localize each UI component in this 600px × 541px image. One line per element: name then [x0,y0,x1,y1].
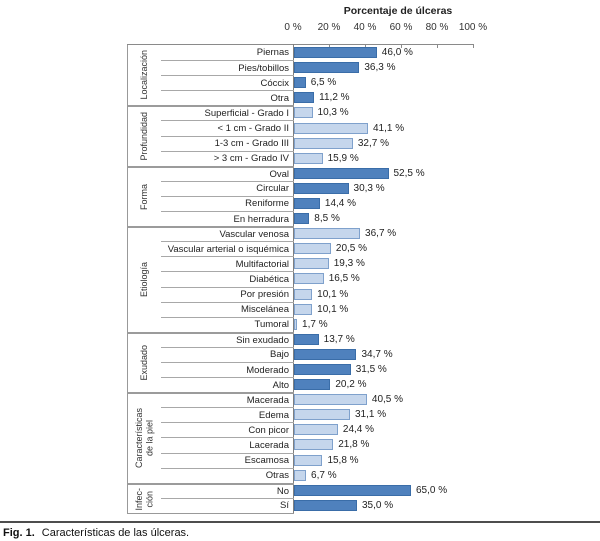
value-label: 24,4 % [342,424,375,436]
chart-row [161,392,475,407]
bar [294,409,350,420]
bar [294,258,329,269]
bar-cell [294,211,475,226]
group-rows [161,332,475,392]
bar-cell [294,453,475,468]
label-box-bottom-border [127,513,294,514]
value-label: 32,7 % [357,137,389,149]
chart-title: Porcentaje de úlceras [343,5,453,17]
bar-cell [294,241,475,256]
bar [294,228,360,239]
value-label: 1,7 % [302,318,328,330]
category-label: Tumoral [161,317,294,332]
bar-cell [294,136,475,151]
figure-number: Fig. 1. [3,527,35,539]
bar-cell [294,181,475,196]
bar [294,500,357,511]
bar-cell [294,196,475,211]
bar-cell [294,437,475,452]
caption-rule [0,521,600,523]
bar-cell [294,468,475,483]
bar-cell [294,166,475,181]
value-label: 15,8 % [327,454,359,466]
bar-cell [294,362,475,377]
chart-row [161,256,475,271]
bar [294,62,359,73]
chart-row [161,241,475,256]
chart-row [161,453,475,468]
bar [294,107,313,118]
category-label: En herradura [161,211,294,226]
group-label: Etiología [139,262,150,298]
axis-tick-label: 20 % [317,22,341,33]
axis-tick-label: 80 % [425,22,449,33]
value-label: 65,0 % [416,484,448,496]
category-label: Escamosa [161,453,294,468]
chart-group [128,166,475,226]
group-label-cell [128,483,161,513]
chart-row [161,196,475,211]
category-label: Por presión [161,287,294,302]
bar [294,92,314,103]
value-label: 52,5 % [393,167,425,179]
bar-cell [294,332,475,347]
value-label: 11,2 % [319,92,350,104]
bar [294,123,368,134]
bar-cell [294,120,475,135]
axis-tick-label: 60 % [389,22,413,33]
category-label: Circular [161,181,294,196]
bar [294,319,297,330]
bar-chart [127,45,475,513]
bar [294,455,322,466]
value-label: 10,1 % [317,288,349,300]
bar-cell [294,317,475,332]
bar [294,470,306,481]
bar-cell [294,75,475,90]
chart-row [161,468,475,483]
value-label: 31,5 % [355,364,387,376]
category-label: Bajo [161,347,294,362]
chart-row [161,377,475,392]
value-label: 20,5 % [335,243,368,255]
bar [294,289,312,300]
category-label: Diabética [161,271,294,286]
bar [294,138,353,149]
axis-tick-label: 100 % [458,22,488,33]
bar [294,273,324,284]
bar-cell [294,347,475,362]
chart-row [161,211,475,226]
bar-cell [294,256,475,271]
chart-row [161,422,475,437]
bar [294,304,312,315]
chart-row [161,362,475,377]
bar [294,379,330,390]
bar [294,198,320,209]
bar-cell [294,422,475,437]
category-label: Otra [161,90,294,105]
bar-cell [294,60,475,75]
bar-cell [294,151,475,166]
value-label: 14,4 % [324,197,357,209]
category-label: Oval [161,166,294,181]
bar [294,334,319,345]
category-label: > 3 cm - Grado IV [161,151,294,166]
bar-cell [294,90,475,105]
category-label: Sin exudado [161,332,294,347]
category-label: 1-3 cm - Grado III [161,136,294,151]
bar-cell [294,287,475,302]
bar-cell [294,302,475,317]
value-label: 30,3 % [353,182,385,194]
category-label: Edema [161,407,294,422]
bar-cell [294,483,475,498]
group-rows [161,483,475,513]
category-label: Miscelánea [161,302,294,317]
category-label: No [161,483,294,498]
value-label: 16,5 % [328,273,360,285]
category-label: < 1 cm - Grado II [161,120,294,135]
category-label: Pies/tobillos [161,60,294,75]
group-label-cell [128,166,161,226]
value-label: 20,2 % [335,379,367,391]
chart-row [161,151,475,166]
bar [294,47,377,58]
chart-row [161,483,475,498]
bar [294,213,309,224]
value-label: 8,5 % [314,213,340,225]
chart-row [161,45,475,60]
group-label-cell [128,332,161,392]
chart-group [128,45,475,105]
group-rows [161,166,475,226]
chart-row [161,437,475,452]
group-label: Localización [139,50,150,100]
category-label: Multifactorial [161,256,294,271]
value-label: 36,3 % [364,62,396,74]
bar-cell [294,498,475,513]
category-label: Vascular venosa [161,226,294,241]
chart-row [161,287,475,302]
value-label: 31,1 % [354,409,387,421]
category-label: Moderado [161,362,294,377]
value-label: 40,5 % [371,394,404,406]
bar [294,485,411,496]
bar [294,439,333,450]
chart-row [161,302,475,317]
value-label: 6,5 % [310,77,337,89]
chart-row [161,105,475,120]
bar-cell [294,392,475,407]
chart-group [128,332,475,392]
chart-row [161,120,475,135]
group-rows [161,392,475,483]
value-label: 21,8 % [338,439,370,451]
bar-cell [294,407,475,422]
group-label-cell [128,105,161,165]
category-label: Sí [161,498,294,513]
chart-row [161,166,475,181]
chart-group [128,392,475,483]
group-rows [161,226,475,332]
category-label: Cóccix [161,75,294,90]
value-label: 41,1 % [372,122,405,134]
category-label: Superficial - Grado I [161,105,294,120]
figure-caption-text: Características de las úlceras. [41,527,190,539]
category-label: Piernas [256,47,289,59]
axis-tick-label: 40 % [353,22,377,33]
group-label: Características de la piel [134,408,155,469]
bar [294,168,389,179]
bar [294,424,338,435]
chart-row [161,317,475,332]
group-label-cell [128,392,161,483]
bar [294,243,331,254]
group-label: Forma [139,183,150,210]
bar [294,77,306,88]
bar-cell [294,45,475,60]
bar [294,153,323,164]
bar [294,394,367,405]
bar-cell [294,377,475,392]
chart-row [161,498,475,513]
chart-row [161,136,475,151]
chart-group [128,226,475,332]
chart-group [128,105,475,165]
group-label: Profundidad [139,112,150,161]
category-label: Otras [161,468,294,483]
value-label: 10,3 % [317,107,349,119]
value-label: 36,7 % [365,228,397,240]
group-label: Exudado [139,345,150,381]
chart-row [161,332,475,347]
category-label: Vascular arterial o isquémica [161,241,294,256]
value-label: 46,0 % [381,47,413,59]
value-label: 15,9 % [327,152,359,164]
figure-caption [3,527,189,539]
group-rows [161,45,475,105]
axis-tick-label: 0 % [284,22,302,33]
group-label: Infec- ción [134,487,155,511]
chart-row [161,271,475,286]
category-label: Macerada [161,392,294,407]
bar-cell [294,271,475,286]
category-label: Reniforme [161,196,294,211]
value-label: 13,7 % [323,333,355,345]
bar [294,364,351,375]
category-label: Alto [161,377,294,392]
chart-row [161,347,475,362]
bar-cell [294,226,475,241]
chart-row [161,90,475,105]
bar-cell [294,105,475,120]
group-rows [161,105,475,165]
chart-row [161,407,475,422]
value-label: 19,3 % [333,258,365,270]
category-label: Lacerada [161,437,294,452]
category-label: Con picor [161,422,294,437]
chart-row [161,75,475,90]
value-label: 35,0 % [362,499,394,511]
bar [294,349,356,360]
value-label: 6,7 % [311,469,337,481]
bar [294,183,349,194]
chart-row [161,181,475,196]
value-label: 10,1 % [317,303,349,315]
chart-row [161,60,475,75]
group-label-cell [128,45,161,105]
value-label: 34,7 % [361,348,393,360]
chart-row [161,226,475,241]
group-label-cell [128,226,161,332]
chart-group [128,483,475,513]
